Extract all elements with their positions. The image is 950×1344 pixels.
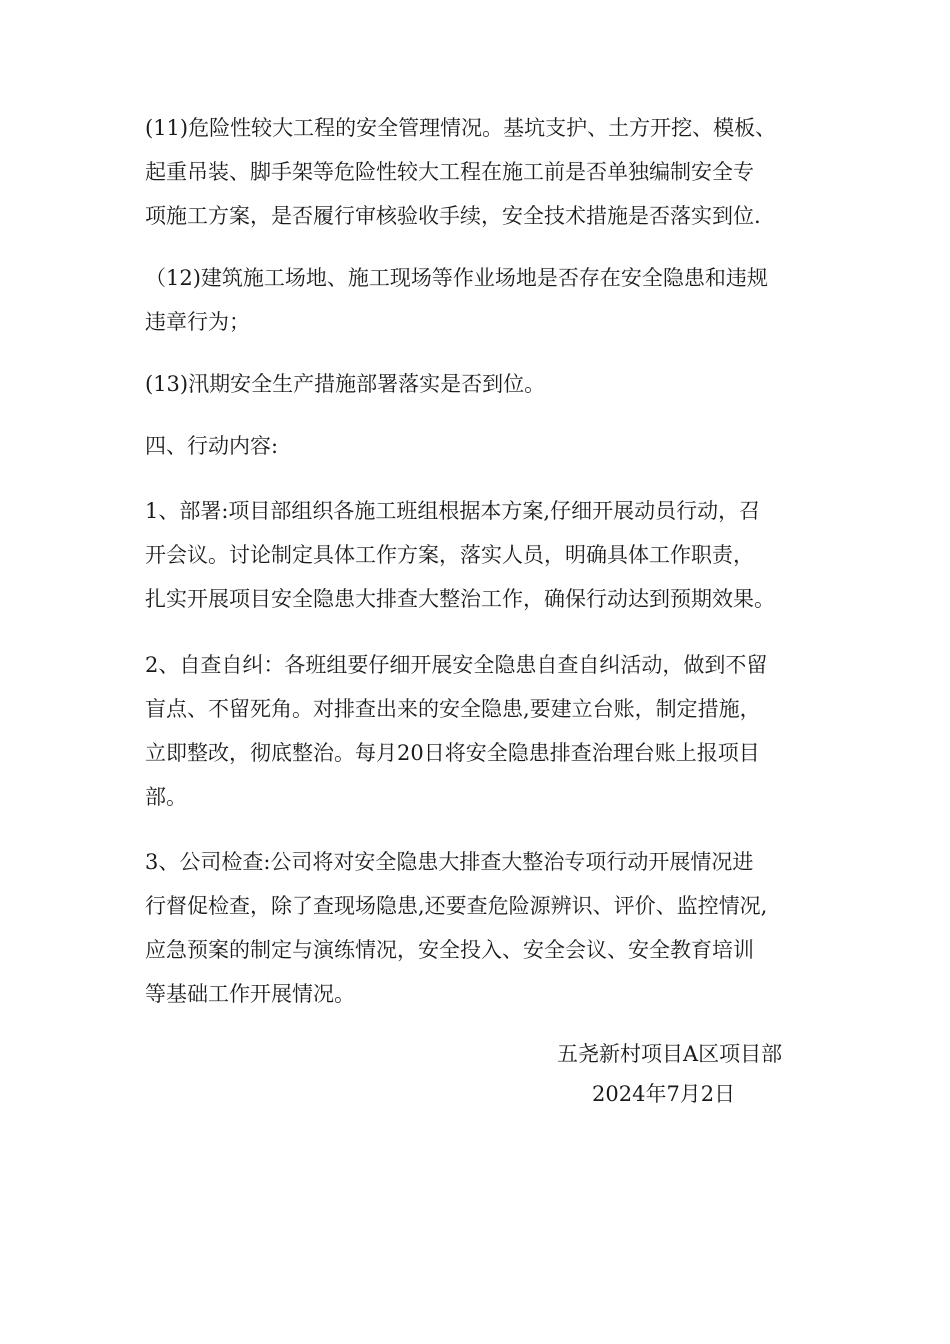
paragraph-item-12: [145, 256, 815, 344]
paragraph-item-11: [145, 106, 815, 238]
text-line: 部。: [145, 785, 187, 809]
text-line: 开会议。讨论制定具体工作方案，落实人员，明确具体工作职责，: [145, 543, 754, 567]
text-line: (13)汛期安全生产措施部署落实是否到位。: [145, 372, 546, 396]
text-line: 扎实开展项目安全隐患大排查大整治工作，确保行动达到预期效果。: [145, 587, 775, 611]
text-line: 起重吊装、脚手架等危险性较大工程在施工前是否单独编制安全专: [145, 160, 754, 184]
heading-text: 四、行动内容:: [145, 434, 279, 458]
text-line: 3、公司检查:公司将对安全隐患大排查大整治专项行动开展情况进: [145, 850, 754, 874]
paragraph-item-13: [145, 362, 815, 406]
paragraph-action-1: [145, 489, 815, 621]
text-line: 行督促检查，除了查现场隐患,还要查危险源辨识、评价、监控情况,: [145, 894, 768, 918]
signature-organization: 五尧新村项目A区项目部: [557, 1042, 783, 1066]
text-line: 立即整改，彻底整治。每月20日将安全隐患排查治理台账上报项目: [145, 741, 760, 765]
paragraph-action-2: [145, 643, 815, 819]
text-line: 盲点、不留死角。对排查出来的安全隐患,要建立台账，制定措施，: [145, 697, 761, 721]
text-line: (11)危险性较大工程的安全管理情况。基坑支护、土方开挖、模板、: [145, 116, 777, 140]
section-heading: [145, 424, 815, 468]
text-line: 等基础工作开展情况。: [145, 982, 355, 1006]
text-line: 2、自查自纠：各班组要仔细开展安全隐患自查自纠活动，做到不留: [145, 653, 768, 677]
text-line: （12)建筑施工场地、施工现场等作业场地是否存在安全隐患和违规: [145, 266, 768, 290]
text-line: 1、部署:项目部组织各施工班组根据本方案,仔细开展动员行动，召: [145, 499, 761, 523]
paragraph-action-3: [145, 840, 815, 1016]
signature-date: 2024年7月2日: [592, 1082, 736, 1106]
text-line: 项施工方案，是否履行审核验收手续，安全技术措施是否落实到位.: [145, 204, 761, 228]
text-line: 违章行为；: [145, 310, 250, 334]
text-line: 应急预案的制定与演练情况，安全投入、安全会议、安全教育培训: [145, 938, 754, 962]
